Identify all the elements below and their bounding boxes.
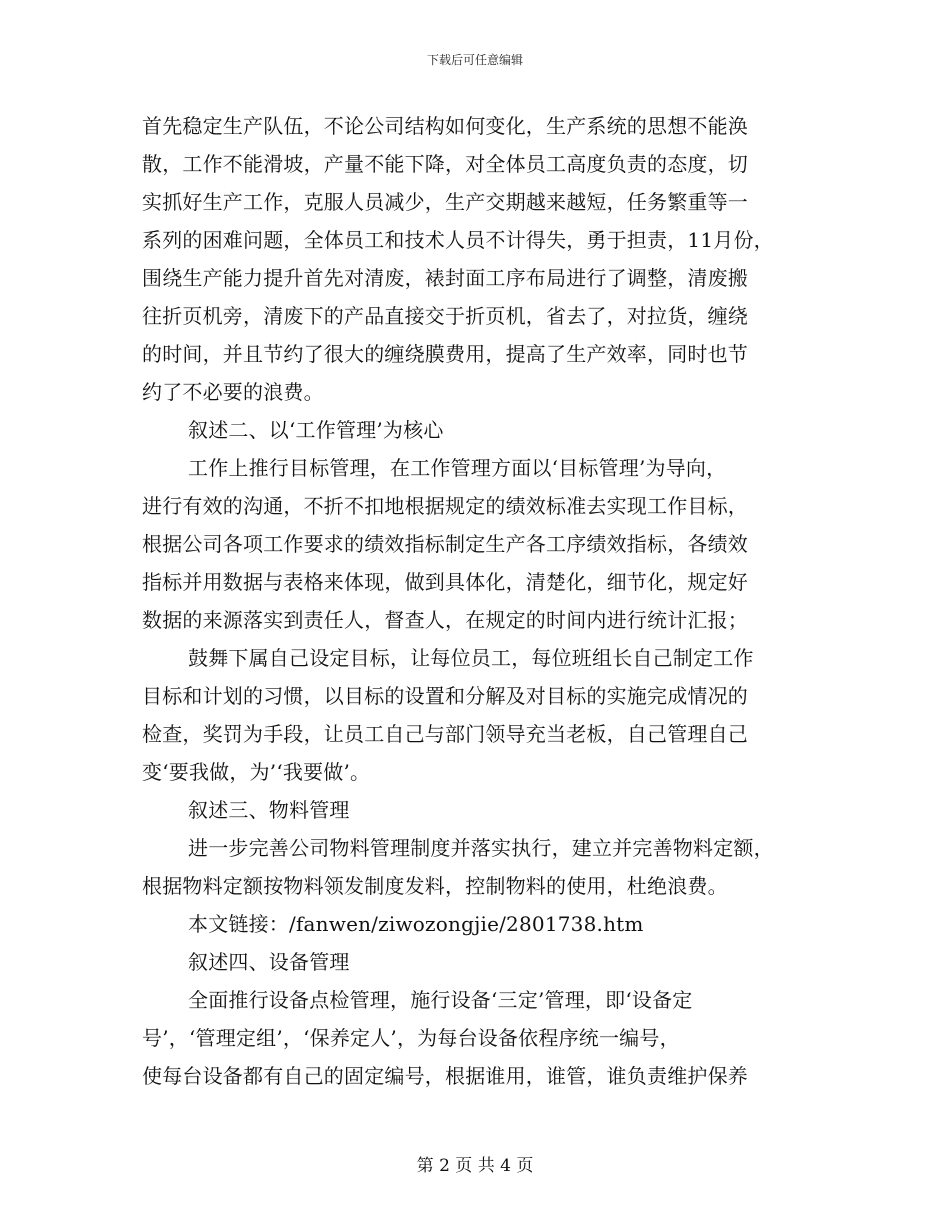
text-line: 指标并用数据与表格来体现，做到具体化，清楚化，细节化，规定好 [142,570,748,594]
section-heading: 叙述四、设备管理 [188,950,350,974]
text-line: 鼓舞下属自己设定目标，让每位员工，每位班组长自己制定工作 [188,646,754,670]
text-line: 围绕生产能力提升首先对清废，裱封面工序布局进行了调整，清废搬 [142,266,748,290]
text-line: 散，工作不能滑坡，产量不能下降，对全体员工高度负责的态度，切 [142,152,748,176]
text-line: 系列的困难问题，全体员工和技术人员不计得失，勇于担责，11月份， [142,228,774,252]
text-line: 检查，奖罚为手段，让员工自己与部门领导充当老板，自己管理自己 [142,722,748,746]
page-header: 下载后可任意编辑 [426,53,523,67]
text-line: 根据公司各项工作要求的绩效指标制定生产各工序绩效指标，各绩效 [142,532,748,556]
text-line: 进行有效的沟通，不折不扣地根据规定的绩效标准去实现工作目标， [142,494,748,518]
text-line: 的时间，并且节约了很大的缠绕膜费用，提高了生产效率，同时也节 [142,342,748,366]
text-line: 使每台设备都有自己的固定编号，根据谁用，谁管，谁负责维护保养 [142,1064,748,1088]
text-line: 根据物料定额按物料领发制度发料，控制物料的使用，杜绝浪费。 [142,874,728,898]
text-line: 首先稳定生产队伍，不论公司结构如何变化，生产系统的思想不能涣 [142,114,748,138]
section-heading: 叙述二、以‘工作管理’为核心 [188,418,444,442]
text-line: 号’，‘管理定组’，‘保养定人’，为每台设备依程序统一编号， [142,1026,680,1050]
text-line: 进一步完善公司物料管理制度并落实执行，建立并完善物料定额， [188,836,774,860]
text-line: 变‘要我做，为’‘我要做’。 [142,760,371,784]
document-body [142,107,812,1095]
text-line: 实抓好生产工作，克服人员减少，生产交期越来越短，任务繁重等一 [142,190,748,214]
article-link: 本文链接：/fanwen/ziwozongjie/2801738.htm [188,912,644,936]
text-line: 往折页机旁，清废下的产品直接交于折页机，省去了，对拉货，缠绕 [142,304,748,328]
text-line: 全面推行设备点检管理，施行设备‘三定’管理，即‘设备定 [188,988,693,1012]
text-line: 约了不必要的浪费。 [142,380,324,404]
text-line: 数据的来源落实到责任人，督查人，在规定的时间内进行统计汇报； [142,608,748,632]
text-line: 工作上推行目标管理，在工作管理方面以‘目标管理’为导向， [188,456,727,480]
page-footer: 第 2 页 共 4 页 [416,1156,534,1176]
section-heading: 叙述三、物料管理 [188,798,350,822]
text-line: 目标和计划的习惯，以目标的设置和分解及对目标的实施完成情况的 [142,684,748,708]
